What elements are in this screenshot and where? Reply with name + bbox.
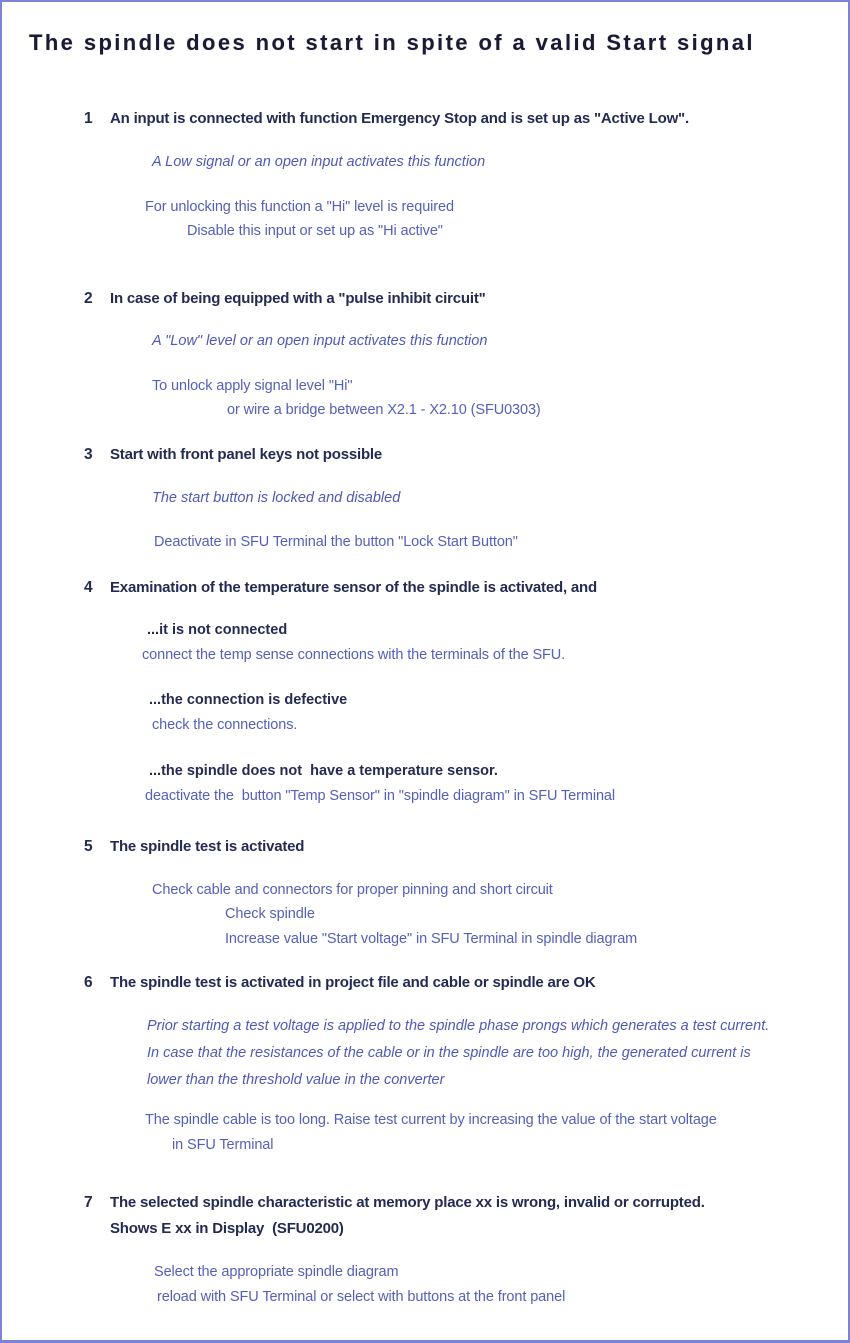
item-1-note: A Low signal or an open input activates this function: [152, 154, 486, 170]
item-1-remedy-2: Disable this input or set up as "Hi active": [187, 223, 443, 239]
item-5-remedy-1: Check cable and connectors for proper pinning and short circuit: [152, 882, 553, 898]
item-2-remedy-1: To unlock apply signal level "Hi": [152, 378, 353, 394]
item-4-case-1-title: ...it is not connected: [147, 622, 288, 638]
item-7-number: 7: [84, 1194, 93, 1211]
item-5-remedy-3: Increase value "Start voltage" in SFU Terminal in spindle diagram: [225, 931, 638, 947]
item-7-heading-line-1: The selected spindle characteristic at memory place xx is wrong, invalid or corrupted.: [110, 1194, 705, 1211]
item-6-heading: The spindle test is activated in project file and cable or spindle are OK: [110, 974, 596, 991]
item-6-note-line-3: lower than the threshold value in the converter: [147, 1072, 445, 1088]
item-7-heading-line-2: Shows E xx in Display (SFU0200): [110, 1220, 344, 1237]
item-3-number: 3: [84, 446, 93, 463]
item-2-heading: In case of being equipped with a "pulse inhibit circuit": [110, 290, 486, 307]
item-6-remedy-2: in SFU Terminal: [172, 1137, 274, 1153]
item-7-remedy-1: Select the appropriate spindle diagram: [154, 1264, 399, 1280]
item-3-note: The start button is locked and disabled: [152, 490, 401, 506]
item-5-number: 5: [84, 838, 93, 855]
item-4-case-2-title: ...the connection is defective: [149, 692, 348, 708]
item-6-number: 6: [84, 974, 93, 991]
item-1-heading: An input is connected with function Emergency Stop and is set up as "Active Low".: [110, 110, 689, 127]
item-5-remedy-2: Check spindle: [225, 906, 315, 922]
item-4-heading: Examination of the temperature sensor of the spindle is activated, and: [110, 579, 597, 596]
item-6-note-line-2: In case that the resistances of the cable or in the spindle are too high, the generated current is: [147, 1045, 751, 1061]
item-2-remedy-2: or wire a bridge between X2.1 - X2.10 (SFU0303): [227, 402, 541, 418]
item-4-case-3-remedy: deactivate the button "Temp Sensor" in "spindle diagram" in SFU Terminal: [145, 788, 616, 804]
item-5-heading: The spindle test is activated: [110, 838, 305, 855]
item-2-number: 2: [84, 290, 93, 307]
item-3-remedy-1: Deactivate in SFU Terminal the button "Lock Start Button": [154, 534, 518, 550]
item-6-remedy-1: The spindle cable is too long. Raise test current by increasing the value of the start voltage: [145, 1112, 717, 1128]
item-6-note-line-1: Prior starting a test voltage is applied to the spindle phase prongs which generates a test current.: [147, 1018, 770, 1034]
item-4-case-3-title: ...the spindle does not have a temperature sensor.: [149, 763, 498, 779]
item-1-number: 1: [84, 110, 93, 127]
item-4-case-2-remedy: check the connections.: [152, 717, 298, 733]
item-4-case-1-remedy: connect the temp sense connections with the terminals of the SFU.: [142, 647, 566, 663]
page-title: The spindle does not start in spite of a valid Start signal: [29, 30, 755, 55]
item-2-note: A "Low" level or an open input activates this function: [152, 333, 488, 349]
item-4-number: 4: [84, 579, 93, 596]
item-3-heading: Start with front panel keys not possible: [110, 446, 383, 463]
item-1-remedy-1: For unlocking this function a "Hi" level is required: [145, 199, 454, 215]
item-7-remedy-2: reload with SFU Terminal or select with buttons at the front panel: [157, 1289, 566, 1305]
